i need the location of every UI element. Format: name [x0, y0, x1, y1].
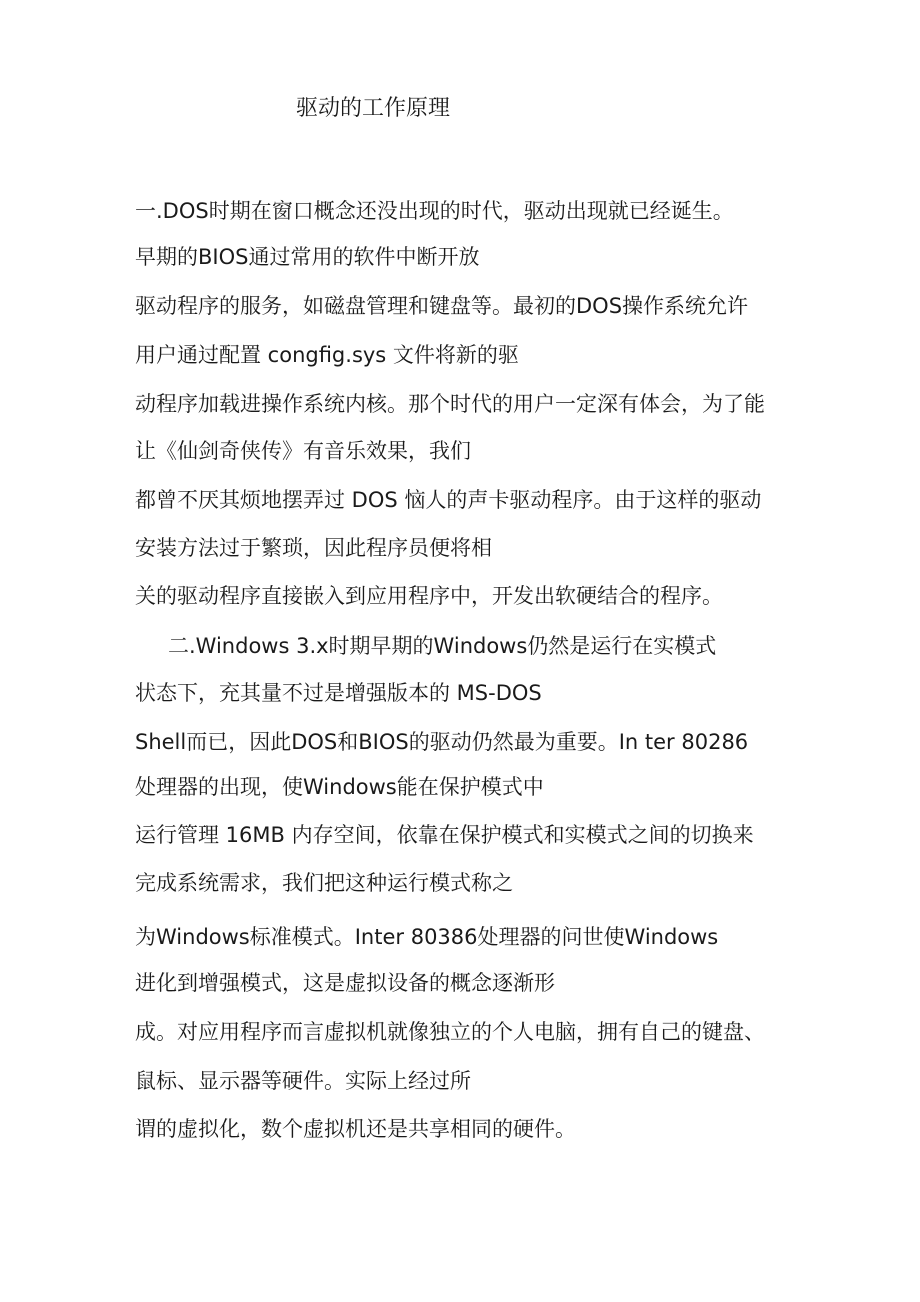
paragraph-line: 关的驱动程序直接嵌入到应用程序中，开发出软硬结合的程序。 — [135, 584, 723, 608]
paragraph-line: 二.Windows 3.x时期早期的Windows仍然是运行在实模式 — [168, 634, 717, 658]
paragraph-line: 完成系统需求，我们把这种运行模式称之 — [135, 871, 513, 895]
paragraph-line: 早期的BIOS通过常用的软件中断开放 — [135, 245, 480, 269]
paragraph-line: 让《仙剑奇侠传》有音乐效果，我们 — [135, 439, 471, 463]
paragraph-line: Shell而已，因此DOS和BIOS的驱动仍然最为重要。In ter 80286 — [135, 730, 749, 754]
paragraph-line: 用户通过配置 congfig.sys 文件将新的驱 — [135, 343, 519, 367]
paragraph-line: 谓的虚拟化，数个虚拟机还是共享相同的硬件。 — [135, 1117, 576, 1141]
paragraph-line: 进化到增强模式，这是虚拟设备的概念逐渐形 — [135, 971, 555, 995]
paragraph-line: 状态下，充其量不过是增强版本的 MS-DOS — [135, 681, 542, 705]
paragraph-line: 运行管理 16MB 内存空间，依靠在保护模式和实模式之间的切换来 — [135, 823, 754, 847]
paragraph-line: 驱动程序的服务，如磁盘管理和键盘等。最初的DOS操作系统允许 — [135, 294, 749, 318]
paragraph-line: 都曾不厌其烦地摆弄过 DOS 恼人的声卡驱动程序。由于这样的驱动 — [135, 488, 762, 512]
paragraph-line: 动程序加载进操作系统内核。那个时代的用户一定深有体会，为了能 — [135, 392, 765, 416]
paragraph-line: 鼠标、显示器等硬件。实际上经过所 — [135, 1069, 471, 1093]
paragraph-line: 为Windows标准模式。Inter 80386处理器的问世使Windows — [135, 925, 719, 949]
paragraph-line: 安装方法过于繁琐，因此程序员便将相 — [135, 536, 492, 560]
paragraph-line: 一.DOS时期在窗口概念还没出现的时代，驱动出现就已经诞生。 — [135, 199, 734, 223]
paragraph-line: 处理器的出现，使Windows能在保护模式中 — [135, 775, 544, 799]
paragraph-line: 成。对应用程序而言虚拟机就像独立的个人电脑，拥有自己的键盘、 — [135, 1020, 765, 1044]
document-title: 驱动的工作原理 — [296, 96, 451, 121]
